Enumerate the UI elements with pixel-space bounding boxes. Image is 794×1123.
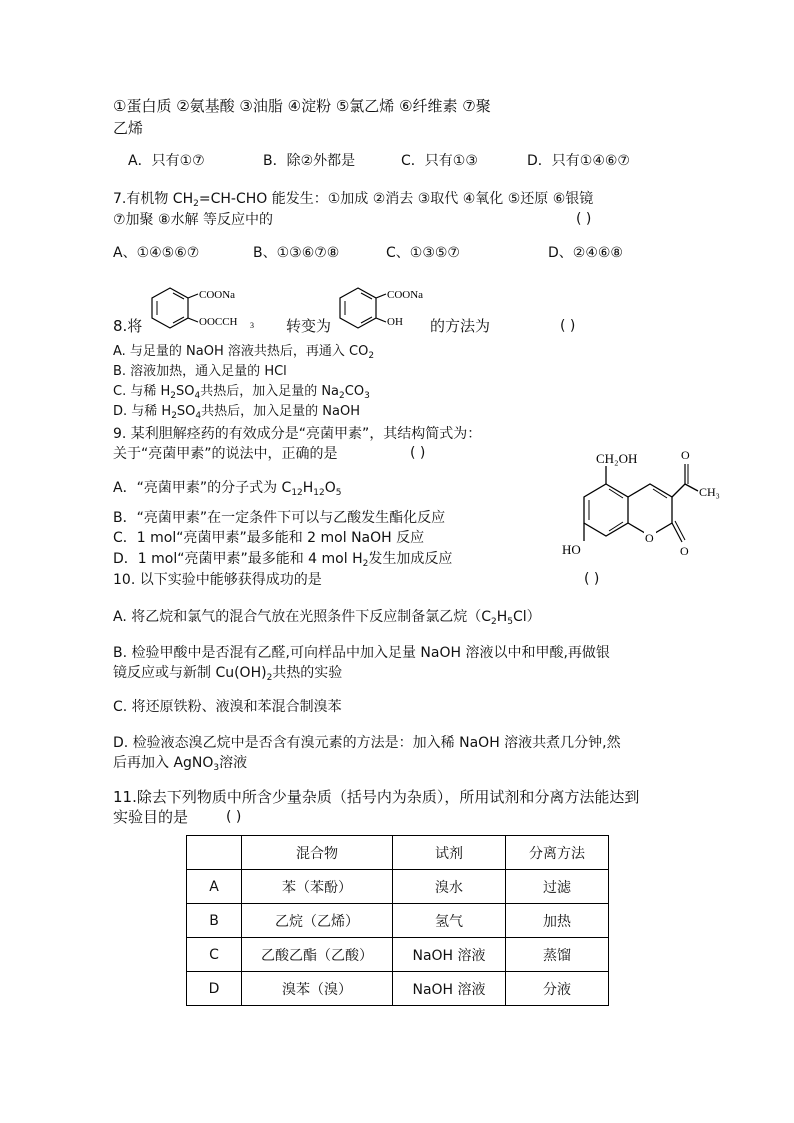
- q9-struct-ring-o: O: [645, 531, 654, 545]
- q11-row-b-method: 加热: [506, 904, 609, 938]
- q8-reactant-label2: OOCCH: [199, 316, 238, 328]
- q9-stem: 9. 某利胆解痉药的有效成分是“亮菌甲素”，其结构简式为：: [113, 426, 482, 442]
- q8-option-d-s1: 2: [171, 411, 177, 421]
- q11-header-mixture: 混合物: [242, 836, 393, 870]
- q11-row-c-method: 蒸馏: [506, 938, 609, 972]
- q11-table: [186, 835, 609, 1006]
- q9-option-d-a: D．1 mol“亮菌甲素”最多能和 4 mol H: [113, 551, 363, 567]
- q10-option-b-s1: 2: [266, 673, 273, 683]
- q8-option-c-s4: 3: [364, 391, 370, 401]
- q8-middle: 转变为: [286, 317, 332, 335]
- q8-option-c-a: C. 与稀 H: [113, 384, 171, 399]
- q10-option-b: B. 检验甲酸中是否混有乙醛,可向样品中加入足量 NaOH 溶液以中和甲酸,再做银: [113, 645, 610, 661]
- q9-option-d-b: 发生加成反应: [368, 551, 453, 567]
- q10-option-a-a: A. 将乙烷和氯气的混合气放在光照条件下反应制备氯乙烷（C: [113, 609, 492, 625]
- prev-option-d: D．只有①④⑥⑦: [527, 153, 630, 169]
- q7-option-c: C、①③⑤⑦: [386, 245, 460, 261]
- q7-option-b: B、①③⑥⑦⑧: [253, 245, 340, 261]
- q8-option-c-c: 共热后，加入足量的 Na: [200, 384, 340, 399]
- q8-option-c-s2: 4: [194, 391, 201, 401]
- q11-header-method: 分离方法: [506, 836, 609, 870]
- q8-option-a-sub: 2: [368, 351, 375, 361]
- q11-row-b-mixture: 乙烷（乙烯）: [242, 904, 393, 938]
- q8-reactant-label1: COONa: [199, 289, 236, 301]
- q11-row-b-reagent: 氢气: [393, 904, 506, 938]
- q11-row-c-reagent: NaOH 溶液: [393, 938, 506, 972]
- q7-paren: ( ): [576, 211, 592, 227]
- q8-paren: ( ): [560, 318, 576, 334]
- q11-row-d-label: D: [187, 972, 242, 1006]
- prev-option-a: A．只有①⑦: [128, 153, 205, 169]
- q8-option-d: [113, 403, 360, 420]
- q7-prefix: 7.有机物 CH: [113, 191, 194, 207]
- q10-option-a-s2: 5: [507, 617, 514, 627]
- q8-option-d-a: D. 与稀 H: [113, 404, 172, 419]
- q10-option-d-cont: [113, 753, 247, 773]
- q10-option-b-cont: [113, 663, 342, 683]
- q10-option-b-2b: 共热的实验: [272, 665, 343, 681]
- table-row: [187, 972, 609, 1006]
- q9-option-d-s1: 2: [362, 559, 369, 569]
- q8-option-c-d: CO: [344, 384, 365, 399]
- q11-paren: ( ): [226, 809, 242, 825]
- q11-stem: 11.除去下列物质中所含少量杂质（括号内为杂质），所用试剂和分离方法能达到: [113, 788, 640, 806]
- q9-struct-ho: HO: [562, 542, 581, 557]
- q10-option-a-s1: 2: [491, 617, 497, 627]
- q9-paren: ( ): [410, 445, 426, 461]
- q11-row-a-method: 过滤: [506, 870, 609, 904]
- q7-sub: 2: [193, 199, 199, 209]
- q9-option-a-c: O: [324, 480, 336, 496]
- q9-struct-acetyl-o: O: [681, 448, 690, 462]
- q11-row-a-reagent: 溴水: [393, 870, 506, 904]
- q9-option-c: C．1 mol“亮菌甲素”最多能和 2 mol NaOH 反应: [113, 530, 425, 546]
- q9-option-d: [113, 549, 452, 569]
- q8-product-label1: COONa: [387, 289, 424, 301]
- q11-row-d-mixture: 溴苯（溴）: [242, 972, 393, 1006]
- q9-structure: [558, 446, 728, 571]
- q8-option-c-s3: 2: [339, 391, 345, 401]
- q8-product-label2: OH: [387, 316, 403, 328]
- q11-table-header: [187, 836, 609, 870]
- q10-option-d-2b: 溶液: [219, 755, 248, 771]
- q9-struct-ch2oh: CH₂OH: [596, 451, 638, 466]
- q9-struct-carbonyl-o: O: [680, 544, 689, 558]
- q8-option-b: B. 溶液加热，通入足量的 HCl: [113, 364, 287, 379]
- q7-stem: [113, 189, 593, 209]
- q10-option-b-2a: 镜反应或与新制 Cu(OH): [113, 665, 267, 681]
- q8-suffix: 的方法为: [430, 317, 491, 335]
- q10-option-a-c: Cl）: [513, 609, 541, 625]
- q8-reactant-sub: 3: [250, 321, 254, 330]
- q11-row-c-mixture: 乙酸乙酯（乙酸）: [242, 938, 393, 972]
- q10-option-d-2a: 后再加入 AgNO: [113, 755, 214, 771]
- prev-question-items-cont: 乙烯: [113, 119, 144, 137]
- q10-option-a-b: H: [496, 609, 508, 625]
- q8-option-c-b: SO: [175, 384, 195, 399]
- q11-header-reagent: 试剂: [393, 836, 506, 870]
- q8-option-c: [113, 383, 370, 400]
- q9-option-a-a: A．“亮菌甲素”的分子式为 C: [113, 480, 292, 496]
- q11-row-b-label: B: [187, 904, 242, 938]
- prev-question-items: ①蛋白质 ②氨基酸 ③油脂 ④淀粉 ⑤氯乙烯 ⑥纤维素 ⑦聚: [113, 97, 491, 115]
- q7-option-a: A、①④⑤⑥⑦: [113, 245, 200, 261]
- prev-option-b: B．除②外都是: [263, 153, 356, 169]
- table-row: [187, 938, 609, 972]
- q10-option-c: C. 将还原铁粉、液溴和苯混合制溴苯: [113, 699, 342, 715]
- q7-option-d: D、②④⑥⑧: [548, 245, 623, 261]
- q11-row-d-method: 分液: [506, 972, 609, 1006]
- q11-row-c-label: C: [187, 938, 242, 972]
- q9-option-a-s1: 12: [291, 488, 303, 498]
- q11-row-a-label: A: [187, 870, 242, 904]
- q8-option-c-s1: 2: [170, 391, 176, 401]
- q9-stem-line2: 关于“亮菌甲素”的说法中，正确的是: [113, 446, 338, 462]
- q10-option-d-s1: 3: [213, 763, 220, 773]
- q8-option-a: [113, 343, 374, 360]
- q10-stem: 10. 以下实验中能够获得成功的是: [113, 572, 322, 588]
- q9-option-b: B．“亮菌甲素”在一定条件下可以与乙酸发生酯化反应: [113, 510, 446, 526]
- q9-option-a-s2: 12: [313, 488, 325, 498]
- q10-option-a: [113, 607, 541, 627]
- q11-stem-line2: 实验目的是: [113, 808, 189, 826]
- q11-row-d-reagent: NaOH 溶液: [393, 972, 506, 1006]
- q8-option-a-text: A. 与足量的 NaOH 溶液共热后，再通入 CO: [113, 344, 369, 359]
- q8-prefix: 8.将: [113, 317, 143, 335]
- q9-struct-ch3: CH₃: [699, 485, 720, 499]
- q8-reactant-structure: [140, 282, 270, 342]
- q9-option-a: [113, 478, 342, 498]
- q8-option-d-s2: 4: [195, 411, 202, 421]
- q10-paren: ( ): [584, 571, 600, 587]
- q8-option-d-b: SO: [176, 404, 196, 419]
- q11-row-a-mixture: 苯（苯酚）: [242, 870, 393, 904]
- q7-mid: =CH-CHO 能发生：①加成 ②消去 ③取代 ④氧化 ⑤还原 ⑥银镜: [198, 191, 594, 207]
- q8-option-d-c: 共热后，加入足量的 NaOH: [201, 404, 360, 419]
- q9-option-a-b: H: [302, 480, 314, 496]
- table-row: [187, 904, 609, 938]
- table-row: [187, 870, 609, 904]
- q9-option-a-s3: 5: [335, 488, 342, 498]
- q8-product-structure: [328, 282, 438, 342]
- q10-option-d: D. 检验液态溴乙烷中是否含有溴元素的方法是：加入稀 NaOH 溶液共煮几分钟,然: [113, 735, 621, 751]
- q11-header-blank: [187, 836, 242, 870]
- prev-option-c: C．只有①③: [401, 153, 478, 169]
- q7-stem-line2: ⑦加聚 ⑧水解 等反应中的: [113, 212, 274, 228]
